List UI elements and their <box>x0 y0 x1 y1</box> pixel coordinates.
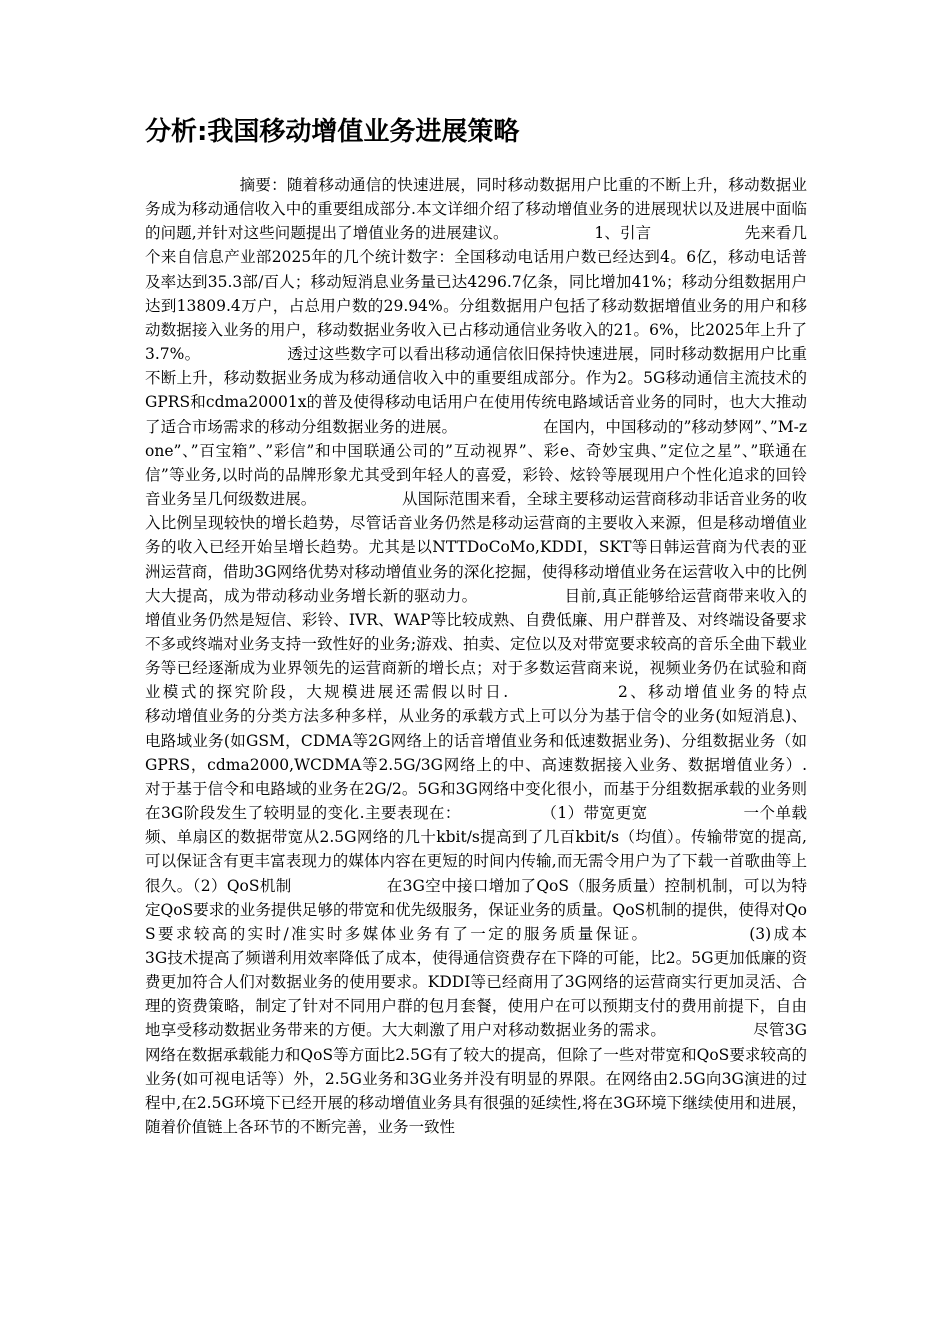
document-title: 分析:我国移动增值业务进展策略 <box>145 117 520 147</box>
document-body-text: 摘要：随着移动通信的快速进展，同时移动数据用户比重的不断上升，移动数据业务成为移动通信收入中的重要组成部分.本文详细介绍了移动增值业务的进展现状以及进展中面临的问题,并针对这些问题提出了增值业务的进展建议。 1、引言 先来看几个来自信息产业部2025年的几个统计数字：全国移动电话用户数已经达到4。6亿，移动电话普及率达到35.3部/百人；移动短消息业务量已达4296.7亿条，同比增加41%；移动分组数据用户达到13809.4万户，占总用户数的29.94%。分组数据用户包括了移动数据增值业务的用户和移动数据接入业务的用户，移动数据业务收入已占移动通信业务收入的21。6%，比2025年上升了3.7%。 透过这些数字可以看出移动通信依旧保持快速进展，同时移动数据用户比重不断上升，移动数据业务成为移动通信收入中的重要组成部分。作为2。5G移动通信主流技术的GPRS和cdma20001x的普及使得移动电话用户在使用传统电路域话音业务的同时，也大大推动了适合市场需求的移动分组数据业务的进展。 在国内，中国移动的”移动梦网”、”M-zone”、”百宝箱”、”彩信”和中国联通公司的”互动视界”、彩e、奇妙宝典、”定位之星”、”联通在信”等业务,以时尚的品牌形象尤其受到年轻人的喜爱，彩铃、炫铃等展现用户个性化追求的回铃音业务呈几何级数进展。 从国际范围来看，全球主要移动运营商移动非话音业务的收入比例呈现较快的增长趋势，尽管话音业务仍然是移动运营商的主要收入来源，但是移动增值业务的收入已经开始呈增长趋势。尤其是以NTTDoCoMo,KDDI，SKT等日韩运营商为代表的亚洲运营商，借助3G网络优势对移动增值业务的深化挖掘，使得移动增值业务在运营收入中的比例大大提高，成为带动移动业务增长新的驱动力。 目前,真正能够给运营商带来收入的增值业务仍然是短信、彩铃、IVR、WAP等比较成熟、自费低廉、用户群普及、对终端设备要求不多或终端对业务支持一致性好的业务;游戏、拍卖、定位以及对带宽要求较高的音乐全曲下载业务等已经逐渐成为业界领先的运营商新的增长点；对于多数运营商来说，视频业务仍在试验和商业模式的探究阶段，大规模进展还需假以时日. 2、移动增值业务的特点 移动增值业务的分类方法多种多样，从业务的承载方式上可以分为基于信令的业务(如短消息)、电路域业务(如GSM，CDMA等2G网络上的话音增值业务和低速数据业务)、分组数据业务（如GPRS，cdma2000,WCDMA等2.5G/3G网络上的中、高速数据接入业务、数据增值业务）. 对于基于信令和电路域的业务在2G/2。5G和3G网络中变化很小，而基于分组数据承载的业务则在3G阶段发生了较明显的变化.主要表现在： （1）带宽更宽 一个单载频、单扇区的数据带宽从2.5G网络的几十kbit/s提高到了几百kbit/s（均值）。传输带宽的提高,可以保证含有更丰富表现力的媒体内容在更短的时间内传输,而无需令用户为了下载一首歌曲等上很久。（2）QoS机制 在3G空中接口增加了QoS（服务质量）控制机制，可以为特定QoS要求的业务提供足够的带宽和优先级服务，保证业务的质量。QoS机制的提供，使得对QoS要求较高的实时/准实时多媒体业务有了一定的服务质量保证。 (3)成本 3G技术提高了频谱利用效率降低了成本，使得通信资费存在下降的可能，比2。5G更加低廉的资费更加符合人们对数据业务的使用要求。KDDI等已经商用了3G网络的运营商实行更加灵活、合理的资费策略，制定了针对不同用户群的包月套餐，使用户在可以预期支付的费用前提下，自由地享受移动数据业务带来的方便。大大刺激了用户对移动数据业务的需求。 尽管3G网络在数据承载能力和QoS等方面比2.5G有了较大的提高，但除了一些对带宽和QoS要求较高的业务(如可视电话等）外，2.5G业务和3G业务并没有明显的界限。在网络由2.5G向3G演进的过程中,在2.5G环境下已经开展的移动增值业务具有很强的延续性,将在3G环境下继续使用和进展，随着价值链上各环节的不断完善，业务一致性 <box>145 176 901 1137</box>
